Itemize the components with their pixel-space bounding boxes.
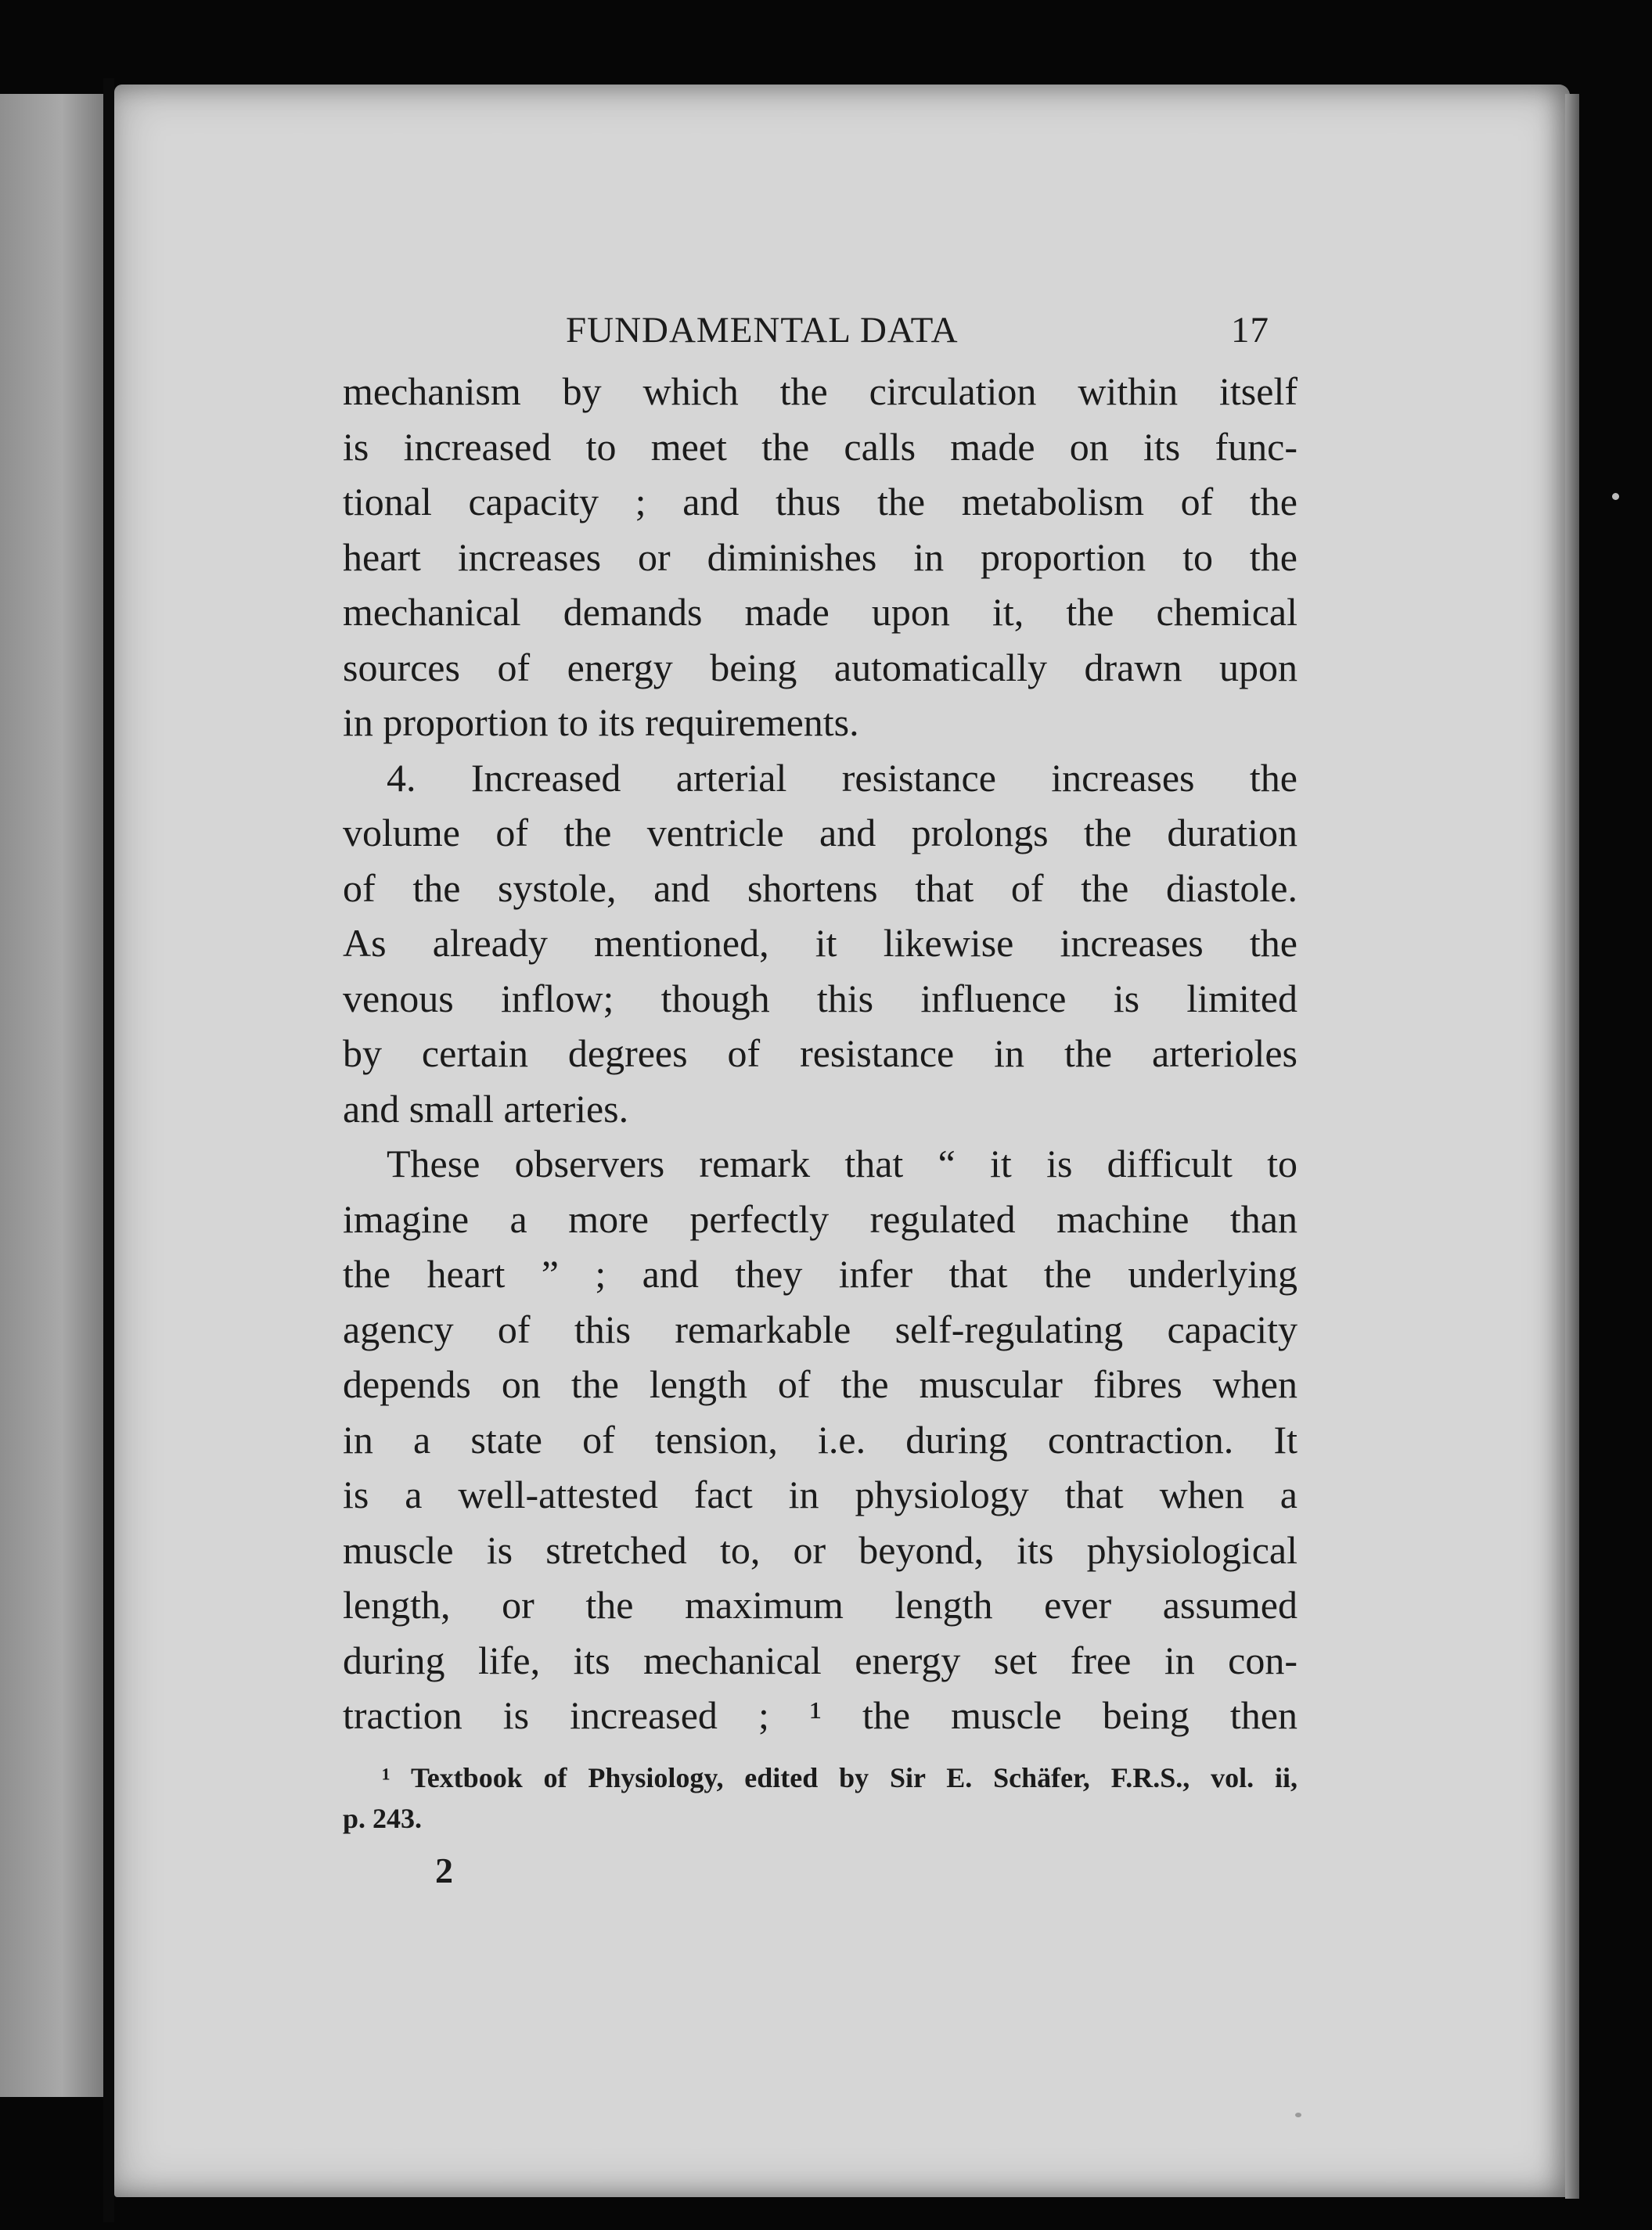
text-line: in a state of tension, i.e. during contraction. It bbox=[343, 1417, 1297, 1462]
dust-speck bbox=[1295, 2113, 1301, 2117]
paragraph bbox=[343, 750, 1297, 1137]
paragraph bbox=[343, 364, 1297, 750]
running-title: FUNDAMENTAL DATA bbox=[566, 310, 959, 351]
book-gutter bbox=[103, 78, 114, 2222]
facing-page-edge bbox=[0, 94, 103, 2097]
paragraph bbox=[343, 1136, 1297, 1743]
text-line: during life, its mechanical energy set free in con- bbox=[343, 1638, 1297, 1682]
text-line: of the systole, and shortens that of the diastole. bbox=[343, 865, 1297, 910]
text-line: mechanism by which the circulation within itself bbox=[343, 369, 1297, 413]
text-line: mechanical demands made upon it, the chemical bbox=[343, 590, 1297, 634]
text-line: heart increases or diminishes in proportion to the bbox=[343, 534, 1297, 579]
signature-mark: 2 bbox=[435, 1850, 453, 1890]
footnote bbox=[343, 1757, 1297, 1839]
text-line: sources of energy being automatically drawn upon bbox=[343, 645, 1297, 689]
footnote-line: ¹ Textbook of Physiology, edited by Sir E. Schäfer, F.R.S., vol. ii, bbox=[382, 1761, 1297, 1793]
page-number: 17 bbox=[1231, 310, 1269, 351]
text-line: is increased to meet the calls made on its func- bbox=[343, 424, 1297, 469]
text-line: venous inflow; though this influence is limited bbox=[343, 976, 1297, 1020]
dust-speck bbox=[1612, 493, 1619, 500]
page-text bbox=[343, 301, 1297, 1891]
text-line: the heart ” ; and they infer that the underlying bbox=[343, 1252, 1297, 1296]
text-line: tional capacity ; and thus the metabolism of the bbox=[343, 480, 1297, 523]
text-line: As already mentioned, it likewise increases the bbox=[343, 921, 1297, 965]
text-line: and small arteries. bbox=[343, 1086, 629, 1131]
text-line: length, or the maximum length ever assumed bbox=[343, 1583, 1297, 1627]
text-line: by certain degrees of resistance in the arterioles bbox=[343, 1031, 1297, 1075]
text-line: agency of this remarkable self-regulating capacity bbox=[343, 1307, 1297, 1351]
text-line: is a well-attested fact in physiology that when a bbox=[343, 1473, 1297, 1516]
text-line: muscle is stretched to, or beyond, its physiological bbox=[343, 1527, 1297, 1572]
footnote-line: p. 243. bbox=[343, 1802, 423, 1834]
text-line: depends on the length of the muscular fibres when bbox=[343, 1362, 1297, 1406]
text-line: 4. Increased arterial resistance increases the bbox=[387, 755, 1297, 800]
page-edge-shadow bbox=[1565, 94, 1579, 2199]
text-line: traction is increased ; ¹ the muscle being then bbox=[343, 1693, 1297, 1737]
text-line: These observers remark that “ it is difficult to bbox=[387, 1142, 1297, 1185]
text-line: volume of the ventricle and prolongs the duration bbox=[343, 811, 1297, 854]
text-line: imagine a more perfectly regulated machine than bbox=[343, 1196, 1297, 1241]
running-header bbox=[343, 301, 1297, 364]
text-line: in proportion to its requirements. bbox=[343, 700, 859, 744]
